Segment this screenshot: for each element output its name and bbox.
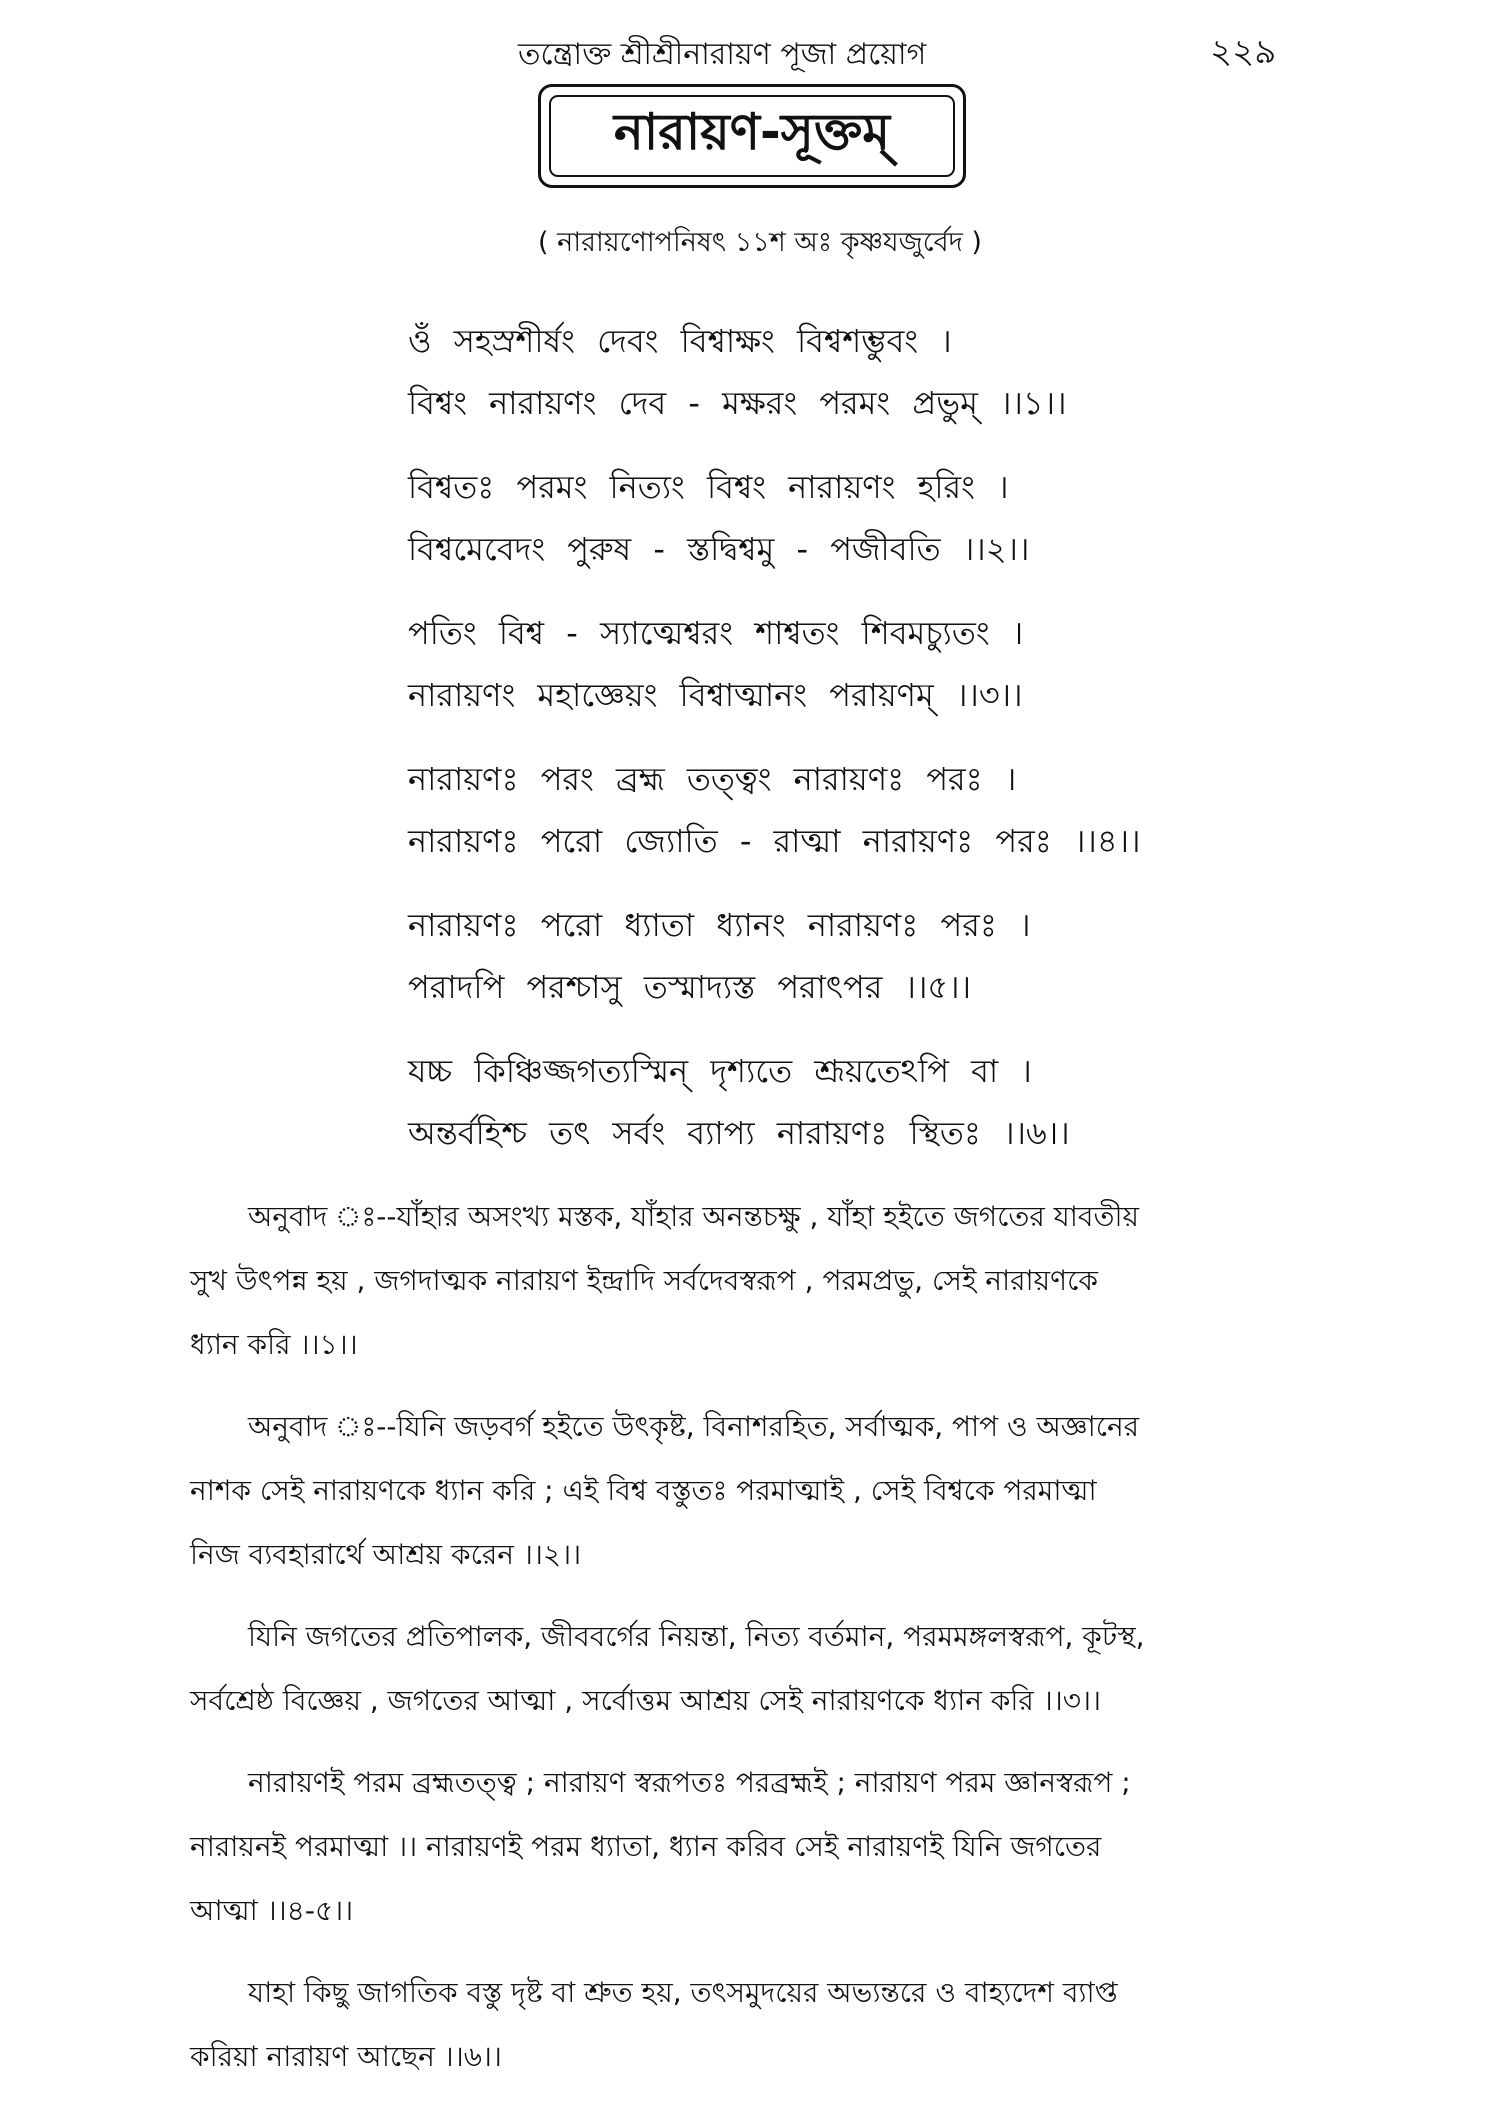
translation-paragraph-4 (190, 1751, 1315, 1943)
paragraph-line: নারায়নই পরমাত্মা ।। নারায়ণই পরম ধ্যাতা, ধ্যান করিব সেই নারায়ণই যিনি জগতের (190, 1830, 1102, 1863)
verse-line: বিশ্বং নারায়ণং দেব - মক্ষরং পরমং প্রভুম্ ।।১।। (408, 384, 1067, 422)
verse-3 (408, 602, 1208, 726)
title-frame-inner (549, 95, 955, 177)
verse-line: পতিং বিশ্ব - স্যাত্মেশ্বরং শাশ্বতং শিবমচ্যুতং । (408, 614, 1024, 652)
verse-6 (408, 1040, 1208, 1164)
verse-4 (408, 748, 1208, 872)
verse-line: নারায়ণং মহাজ্ঞেয়ং বিশ্বাত্মানং পরায়ণম্ ।।৩।। (408, 676, 1023, 714)
verse-block (408, 310, 1208, 1186)
verse-1 (408, 310, 1208, 434)
verse-line: ওঁ সহস্রশীর্ষং দেবং বিশ্বাক্ষং বিশ্বশম্ভুবং । (408, 322, 952, 360)
page-number: ২২৯ (1210, 32, 1277, 72)
translation-paragraph-3 (190, 1605, 1315, 1733)
paragraph-line: অনুবাদ ঃ--যাঁহার অসংখ্য মস্তক, যাঁহার অনন্তচক্ষু , যাঁহা হইতে জগতের যাবতীয় (248, 1200, 1140, 1233)
title-frame (538, 84, 966, 188)
paragraph-line: নিজ ব্যবহারার্থে আশ্রয় করেন ।।২।। (190, 1538, 582, 1571)
paragraph-line: নাশক সেই নারায়ণকে ধ্যান করি ; এই বিশ্ব বস্তুতঃ পরমাত্মাই , সেই বিশ্বকে পরমাত্মা (190, 1474, 1097, 1507)
translation-paragraph-2 (190, 1395, 1315, 1587)
verse-line: পরাদপি পরশ্চাসু তস্মাদ্যস্ত পরাৎপর ।।৫।। (408, 968, 972, 1006)
translation-paragraph-5 (190, 1961, 1315, 2089)
paragraph-line: ধ্যান করি ।।১।। (190, 1328, 358, 1361)
paragraph-line: নারায়ণই পরম ব্রহ্মতত্ত্ব ; নারায়ণ স্বরূপতঃ পরব্রহ্মই ; নারায়ণ পরম জ্ঞানস্বরূপ ; (248, 1766, 1131, 1799)
verse-line: বিশ্বমেবেদং পুরুষ - স্তদ্বিশ্বমু - পজীবতি ।।২।। (408, 530, 1030, 568)
page-title: নারায়ণ-সূক্তম্ (613, 102, 891, 161)
verse-line: বিশ্বতঃ পরমং নিত্যং বিশ্বং নারায়ণং হরিং । (408, 468, 1009, 506)
paragraph-line: করিয়া নারায়ণ আছেন ।।৬।। (190, 2040, 502, 2073)
verse-line: অন্তর্বহিশ্চ তৎ সর্বং ব্যাপ্য নারায়ণঃ স্থিতঃ ।।৬।। (408, 1114, 1070, 1152)
paragraph-line: সর্বশ্রেষ্ঠ বিজ্ঞেয় , জগতের আত্মা , সর্বোত্তম আশ্রয় সেই নারায়ণকে ধ্যান করি ।।৩।। (190, 1684, 1101, 1717)
paragraph-line: সুখ উৎপন্ন হয় , জগদাত্মক নারায়ণ ইন্দ্রাদি সর্বদেবস্বরূপ , পরমপ্রভু, সেই নারায়ণকে (190, 1264, 1098, 1297)
paragraph-line: যিনি জগতের প্রতিপালক, জীববর্গের নিয়ন্তা, নিত্য বর্তমান, পরমমঙ্গলস্বরূপ, কূটস্থ, (248, 1620, 1145, 1653)
paragraph-line: অনুবাদ ঃ--যিনি জড়বর্গ হইতে উৎকৃষ্ট, বিনাশরহিত, সর্বাত্মক, পাপ ও অজ্ঞানের (248, 1410, 1140, 1443)
verse-line: নারায়ণঃ পরং ব্রহ্ম তত্ত্বং নারায়ণঃ পরঃ । (408, 760, 1017, 798)
running-header: তন্ত্রোক্ত শ্রীশ্রীনারায়ণ পূজা প্রয়োগ (518, 37, 927, 72)
verse-5 (408, 894, 1208, 1018)
translation-paragraph-1 (190, 1185, 1315, 1377)
paragraph-line: আত্মা ।।৪-৫।। (190, 1894, 354, 1927)
source-subtitle: ( নারায়ণোপনিষৎ ১১শ অঃ কৃষ্ণযজুর্বেদ ) (538, 227, 982, 258)
verse-line: নারায়ণঃ পরো ধ্যাতা ধ্যানং নারায়ণঃ পরঃ । (408, 906, 1031, 944)
verse-line: নারায়ণঃ পরো জ্যোতি - রাত্মা নারায়ণঃ পরঃ ।।৪।। (408, 822, 1141, 860)
paragraph-line: যাহা কিছু জাগতিক বস্তু দৃষ্ট বা শ্রুত হয়, তৎসমুদয়ের অভ্যন্তরে ও বাহ্যদেশ ব্যাপ্ত (248, 1976, 1118, 2009)
translation-block (190, 1185, 1315, 2107)
verse-line: যচ্চ কিঞ্চিজ্জগত্যস্মিন্ দৃশ্যতে শ্রূয়তেঽপি বা । (408, 1052, 1032, 1090)
verse-2 (408, 456, 1208, 580)
